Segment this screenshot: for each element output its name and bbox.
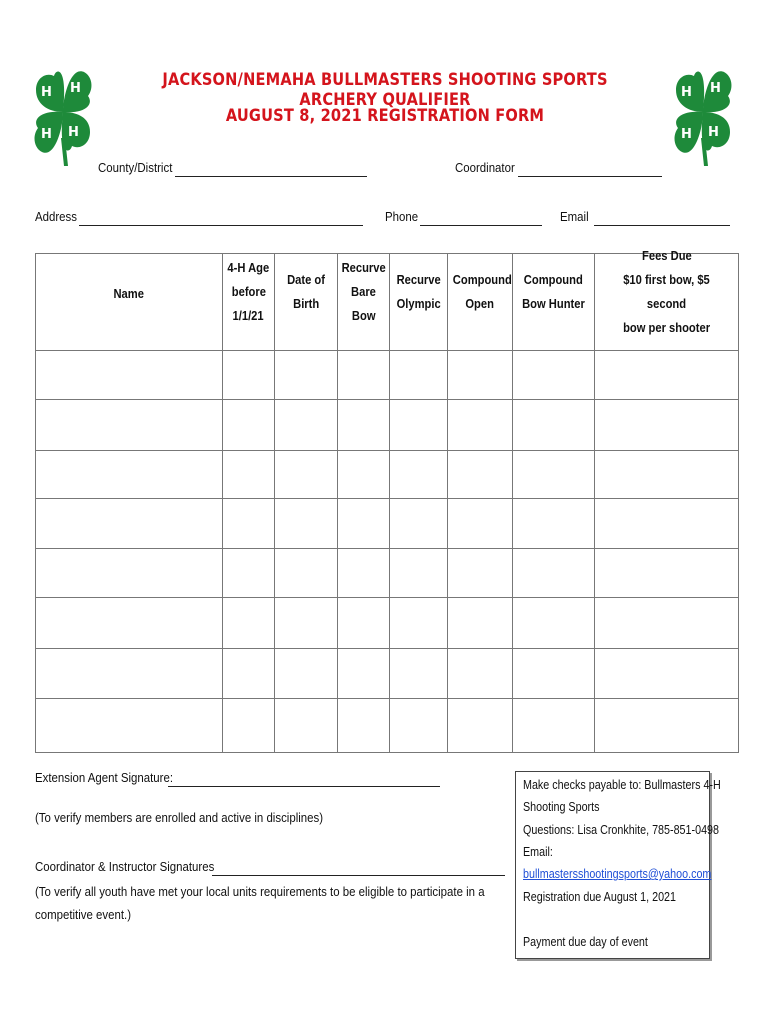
table-cell[interactable]	[36, 499, 223, 549]
checks-payable-line-1: Make checks payable to: Bullmasters 4-H	[523, 778, 721, 792]
svg-text:H: H	[70, 81, 81, 96]
table-cell[interactable]	[448, 451, 513, 499]
address-label: Address	[35, 209, 77, 224]
table-cell[interactable]	[275, 351, 338, 400]
header-recurve-bare-bow: Recurve Bare Bow	[338, 254, 390, 351]
four-h-clover-logo-left	[28, 58, 98, 166]
table-cell[interactable]	[390, 499, 448, 549]
county-district-label: County/District	[98, 160, 173, 175]
form-title-line-1: JACKSON/NEMAHA BULLMASTERS SHOOTING SPORTS ARCHERY QUALIFIER	[162, 70, 608, 110]
header-compound-open: Compound Open	[448, 254, 513, 351]
table-cell[interactable]	[595, 649, 739, 699]
table-cell[interactable]	[513, 351, 595, 400]
table-cell[interactable]	[390, 400, 448, 451]
address-field[interactable]	[79, 225, 363, 226]
table-cell[interactable]	[513, 699, 595, 753]
table-cell[interactable]	[513, 598, 595, 649]
table-cell[interactable]	[595, 549, 739, 598]
coordinator-signature-label: Coordinator & Instructor Signatures	[35, 859, 215, 874]
email-field[interactable]	[594, 225, 730, 226]
svg-text:H: H	[708, 125, 719, 140]
four-h-clover-logo-right	[668, 58, 738, 166]
table-cell[interactable]	[223, 451, 275, 499]
coordinator-field[interactable]	[518, 176, 662, 177]
table-cell[interactable]	[390, 451, 448, 499]
table-cell[interactable]	[595, 451, 739, 499]
table-cell[interactable]	[275, 400, 338, 451]
svg-text:H: H	[681, 85, 692, 100]
table-cell[interactable]	[338, 598, 390, 649]
extension-agent-signature-field[interactable]	[168, 786, 440, 787]
table-cell[interactable]	[448, 499, 513, 549]
email-label: Email	[560, 209, 589, 224]
table-cell[interactable]	[338, 400, 390, 451]
table-cell[interactable]	[275, 699, 338, 753]
table-cell[interactable]	[223, 351, 275, 400]
table-cell[interactable]	[513, 400, 595, 451]
table-cell[interactable]	[390, 351, 448, 400]
table-cell[interactable]	[338, 351, 390, 400]
table-row	[36, 351, 739, 400]
table-cell[interactable]	[595, 598, 739, 649]
table-cell[interactable]	[338, 649, 390, 699]
table-cell[interactable]	[448, 699, 513, 753]
table-row	[36, 499, 739, 549]
table-cell[interactable]	[223, 699, 275, 753]
registration-due-date: Registration due August 1, 2021	[523, 890, 676, 904]
table-cell[interactable]	[223, 649, 275, 699]
table-cell[interactable]	[275, 499, 338, 549]
coordinator-signature-field[interactable]	[212, 875, 505, 876]
header-date-of-birth: Date of Birth	[275, 254, 338, 351]
table-cell[interactable]	[390, 598, 448, 649]
table-cell[interactable]	[275, 598, 338, 649]
table-cell[interactable]	[36, 598, 223, 649]
extension-agent-signature-label: Extension Agent Signature:	[35, 770, 174, 785]
table-cell[interactable]	[448, 351, 513, 400]
table-cell[interactable]	[36, 400, 223, 451]
table-header-row	[36, 254, 739, 351]
table-cell[interactable]	[338, 499, 390, 549]
registration-table	[35, 248, 739, 753]
table-cell[interactable]	[595, 351, 739, 400]
coordinator-label: Coordinator	[455, 160, 515, 175]
table-cell[interactable]	[513, 649, 595, 699]
table-cell[interactable]	[275, 649, 338, 699]
table-cell[interactable]	[513, 451, 595, 499]
county-district-field[interactable]	[175, 176, 367, 177]
table-row	[36, 549, 739, 598]
checks-payable-line-2: Shooting Sports	[523, 800, 600, 814]
table-cell[interactable]	[448, 598, 513, 649]
payment-info-box	[515, 771, 721, 959]
table-cell[interactable]	[36, 549, 223, 598]
table-cell[interactable]	[338, 451, 390, 499]
table-cell[interactable]	[595, 499, 739, 549]
verify-members-note: (To verify members are enrolled and active in disciplines)	[35, 810, 324, 825]
svg-text:H: H	[710, 81, 721, 96]
header-compound-bow-hunter: Compound Bow Hunter	[513, 254, 595, 351]
header-4h-age: 4-H Age before 1/1/21	[223, 254, 275, 351]
contact-email-link[interactable]: bullmastersshootingsports@yahoo.com	[523, 867, 712, 881]
table-cell[interactable]	[390, 649, 448, 699]
table-cell[interactable]	[513, 499, 595, 549]
table-cell[interactable]	[275, 451, 338, 499]
table-cell[interactable]	[390, 549, 448, 598]
table-cell[interactable]	[36, 699, 223, 753]
header-fees-due: Fees Due $10 first bow, $5 second bow per shooter	[595, 254, 739, 351]
table-cell[interactable]	[338, 549, 390, 598]
table-row	[36, 598, 739, 649]
phone-field[interactable]	[420, 225, 542, 226]
payment-due-note: Payment due day of event	[523, 935, 648, 949]
verify-youth-note-line-2: competitive event.)	[35, 907, 132, 922]
svg-text:H: H	[68, 125, 79, 140]
table-cell[interactable]	[223, 549, 275, 598]
table-row	[36, 400, 739, 451]
table-cell[interactable]	[448, 549, 513, 598]
table-cell[interactable]	[36, 451, 223, 499]
form-title-line-2: AUGUST 8, 2021 REGISTRATION FORM	[225, 106, 545, 126]
svg-text:H: H	[41, 127, 52, 142]
verify-youth-note-line-1: (To verify all youth have met your local units requirements to be eligible to participate in a	[35, 884, 485, 899]
table-cell[interactable]	[513, 549, 595, 598]
table-row	[36, 649, 739, 699]
table-cell[interactable]	[223, 499, 275, 549]
table-cell[interactable]	[448, 400, 513, 451]
table-cell[interactable]	[36, 649, 223, 699]
table-cell[interactable]	[338, 699, 390, 753]
table-cell[interactable]	[595, 400, 739, 451]
phone-label: Phone	[385, 209, 419, 224]
svg-text:H: H	[681, 127, 692, 142]
table-cell[interactable]	[595, 699, 739, 753]
header-name: Name	[36, 254, 223, 351]
email-info-label: Email:	[523, 845, 553, 859]
header-recurve-olympic: Recurve Olympic	[390, 254, 448, 351]
questions-contact: Questions: Lisa Cronkhite, 785-851-0498	[523, 823, 720, 837]
table-cell[interactable]	[390, 699, 448, 753]
table-row	[36, 451, 739, 499]
table-cell[interactable]	[448, 649, 513, 699]
table-cell[interactable]	[223, 598, 275, 649]
table-cell[interactable]	[36, 351, 223, 400]
table-cell[interactable]	[275, 549, 338, 598]
table-cell[interactable]	[223, 400, 275, 451]
table-row	[36, 699, 739, 753]
svg-text:H: H	[41, 85, 52, 100]
